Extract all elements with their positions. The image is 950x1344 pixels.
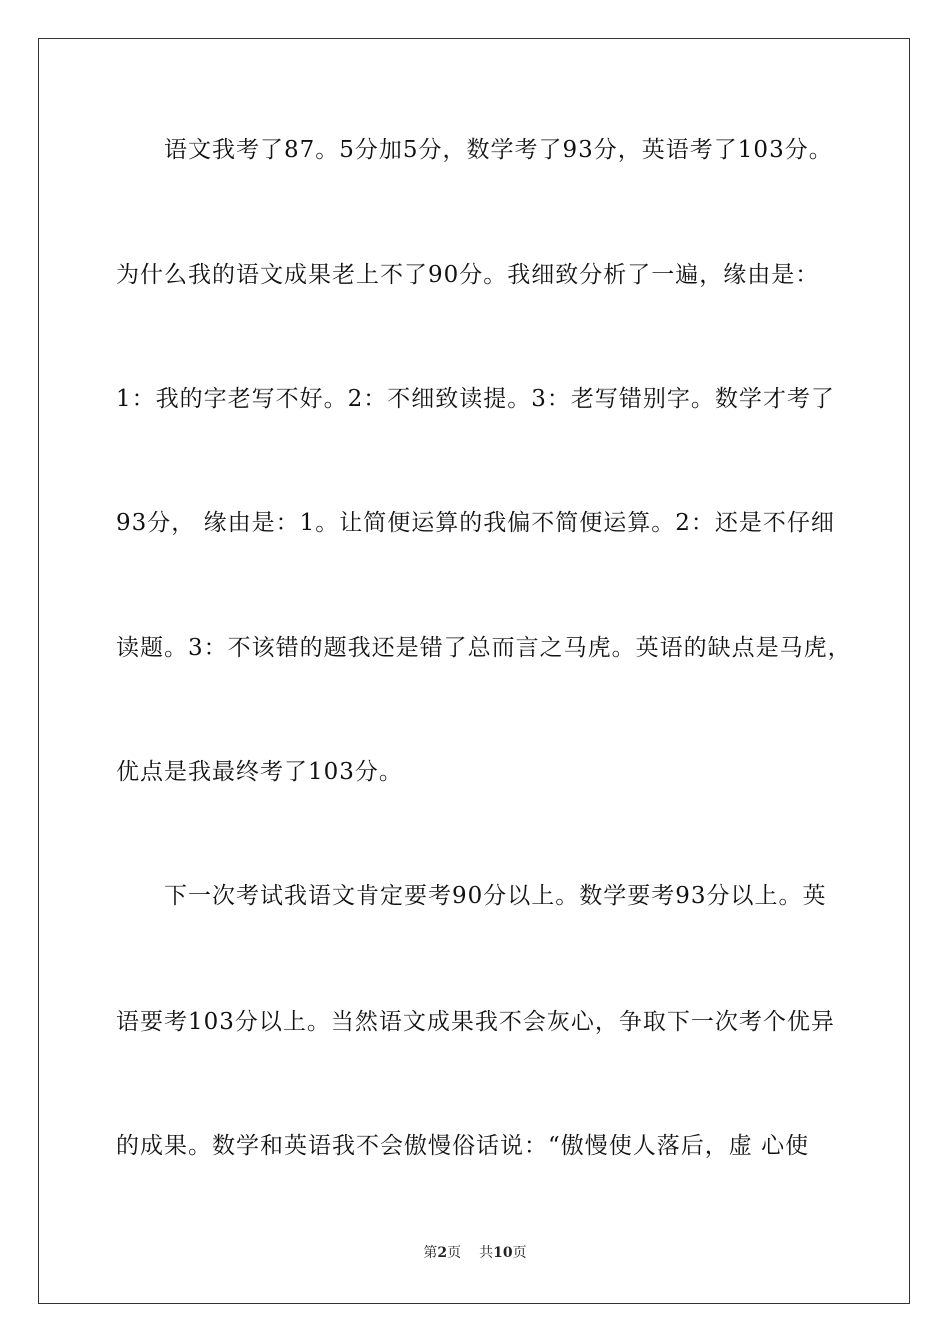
paragraph-2-line-1: 下一次考试我语文肯定要考90分以上。数学要考93分以上。英 xyxy=(164,883,827,909)
page-current-number: 2 xyxy=(437,1245,448,1261)
page-label-prefix: 第 xyxy=(423,1245,438,1261)
page-total-number: 10 xyxy=(493,1245,513,1261)
paragraph-1-line-3: 1：我的字老写不好。2：不细致读提。3：老写错别字。数学才考了 xyxy=(116,386,835,412)
page-label-suffix: 页 xyxy=(447,1245,462,1261)
total-label-suffix: 页 xyxy=(512,1245,527,1261)
paragraph-2-line-2: 语要考103分以上。当然语文成果我不会灰心，争取下一次考个优异 xyxy=(116,1009,835,1035)
paragraph-1-line-2: 为什么我的语文成果老上不了90分。我细致分析了一遍，缘由是： xyxy=(116,262,820,288)
page-footer xyxy=(0,1244,950,1262)
paragraph-2-line-3: 的成果。数学和英语我不会傲慢俗话说：“傲慢使人落后，虚 心使 xyxy=(116,1133,810,1159)
paragraph-1-line-5: 读题。3：不该错的题我还是错了总而言之马虎。英语的缺点是马虎， xyxy=(116,635,852,661)
paragraph-1-line-1: 语文我考了87。5分加5分，数学考了93分，英语考了103分。 xyxy=(164,137,833,163)
paragraph-1-line-4: 93分， 缘由是：1。让简便运算的我偏不简便运算。2：还是不仔细 xyxy=(116,510,835,536)
paragraph-1-line-6: 优点是我最终考了103分。 xyxy=(116,759,403,785)
total-label-prefix: 共 xyxy=(479,1245,494,1261)
page-border xyxy=(38,38,910,1304)
